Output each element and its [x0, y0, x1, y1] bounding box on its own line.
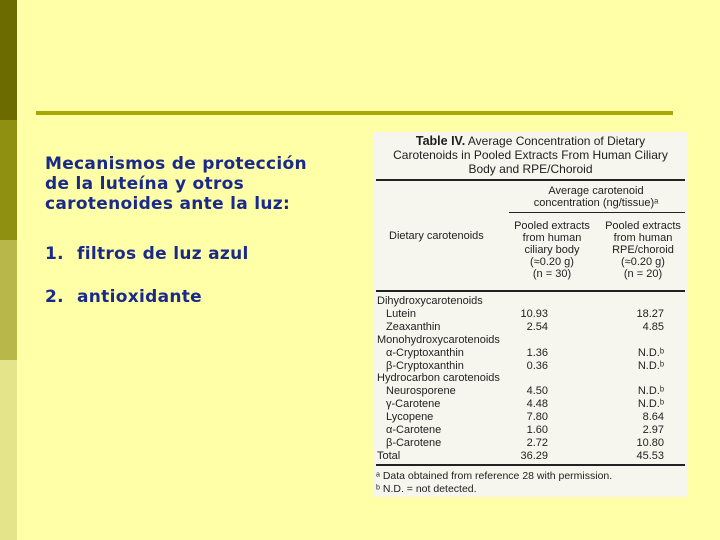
- row-label: β-Cryptoxanthin: [386, 359, 464, 372]
- table-row: [377, 360, 683, 373]
- group-header: Average carotenoid concentration (ng/tissue)ᵃ: [533, 185, 659, 209]
- rpe-value: 8.64: [642, 411, 664, 424]
- table-row: [377, 334, 683, 347]
- first-column-header: Dietary carotenoids: [389, 230, 484, 242]
- row-label: Neurosporene: [386, 385, 456, 398]
- table-title-line: Body and RPE/Choroid: [468, 162, 593, 176]
- rpe-value: 18.27: [636, 307, 664, 320]
- table-row: [377, 321, 683, 334]
- table-rule-top: [376, 179, 685, 181]
- ciliary-value: 2.54: [526, 320, 548, 333]
- group-header-rule: [509, 212, 685, 213]
- row-label: α-Cryptoxanthin: [386, 346, 464, 359]
- row-label: Monohydroxycarotenoids: [377, 333, 500, 346]
- heading-line: Mecanismos de protección: [45, 154, 307, 174]
- table-title-line: Average Concentration of Dietary: [467, 134, 646, 148]
- row-label: Dihydroxycarotenoids: [377, 295, 483, 307]
- ciliary-value: 4.50: [526, 385, 548, 398]
- ciliary-value: 36.29: [520, 449, 548, 462]
- side-stripe-pale: [0, 360, 17, 540]
- table-number: Table IV.: [415, 134, 466, 148]
- table-row: [377, 424, 683, 437]
- carotenoid-table-image: [374, 132, 687, 497]
- table-rule-bottom: [376, 464, 685, 466]
- row-label: Lutein: [386, 307, 416, 320]
- table-row: [377, 437, 683, 450]
- table-row: [377, 398, 683, 411]
- row-label: α-Carotene: [386, 424, 442, 436]
- row-label: Zeaxanthin: [386, 320, 441, 333]
- row-label: Total: [377, 449, 401, 462]
- rpe-value: 2.97: [642, 424, 664, 436]
- heading-line: de la luteína y otros: [45, 174, 245, 194]
- table-row: [377, 450, 683, 463]
- table-row: [377, 411, 683, 424]
- list-text: antioxidante: [77, 287, 202, 307]
- rpe-value: 10.80: [636, 436, 664, 449]
- table-row: [377, 347, 683, 360]
- list-item: [45, 244, 249, 264]
- rpe-value: 4.85: [642, 320, 664, 333]
- table-row: [377, 385, 683, 398]
- ciliary-value: 0.36: [526, 359, 548, 372]
- row-label: Lycopene: [386, 411, 434, 424]
- row-label: γ-Carotene: [386, 398, 441, 411]
- ciliary-value: 7.80: [526, 411, 548, 424]
- list-number: 1.: [45, 244, 64, 264]
- footnote: ᵇ N.D. = not detected.: [376, 483, 477, 495]
- slide-heading: [45, 154, 345, 214]
- row-label: Hydrocarbon carotenoids: [377, 372, 500, 385]
- list-text: filtros de luz azul: [77, 244, 249, 264]
- mechanism-list: [45, 244, 249, 330]
- footnote: ᵃ Data obtained from reference 28 with permission.: [376, 470, 613, 482]
- table-row: [377, 295, 683, 308]
- rpe-value: N.D.ᵇ: [637, 346, 664, 359]
- rpe-value: N.D.ᵇ: [637, 359, 664, 372]
- table-rule-header: [376, 290, 685, 292]
- list-number: 2.: [45, 287, 64, 307]
- table-title: [374, 134, 687, 176]
- title-divider: [36, 111, 673, 115]
- rpe-value: N.D.ᵇ: [637, 385, 664, 398]
- rpe-value: N.D.ᵇ: [637, 398, 664, 411]
- table-row: [377, 372, 683, 385]
- table-row: [377, 308, 683, 321]
- side-stripe-light: [0, 240, 17, 360]
- heading-line: carotenoides ante la luz:: [45, 194, 291, 214]
- row-label: β-Carotene: [386, 436, 442, 449]
- column-header-ciliary: Pooled extracts from human ciliary body (≈0.20 g) (n = 30): [514, 220, 590, 280]
- rpe-value: 45.53: [636, 449, 664, 462]
- column-header-rpe: Pooled extracts from human RPE/choroid (≈0.20 g) (n = 20): [605, 220, 681, 280]
- ciliary-value: 1.36: [526, 346, 548, 359]
- ciliary-value: 10.93: [520, 307, 548, 320]
- ciliary-value: 1.60: [526, 424, 548, 436]
- side-stripe-dark: [0, 0, 17, 120]
- ciliary-value: 4.48: [526, 398, 548, 411]
- list-item: [45, 287, 249, 307]
- table-title-line: Carotenoids in Pooled Extracts From Human Ciliary: [393, 148, 668, 162]
- side-stripe-medium: [0, 120, 17, 240]
- ciliary-value: 2.72: [526, 436, 548, 449]
